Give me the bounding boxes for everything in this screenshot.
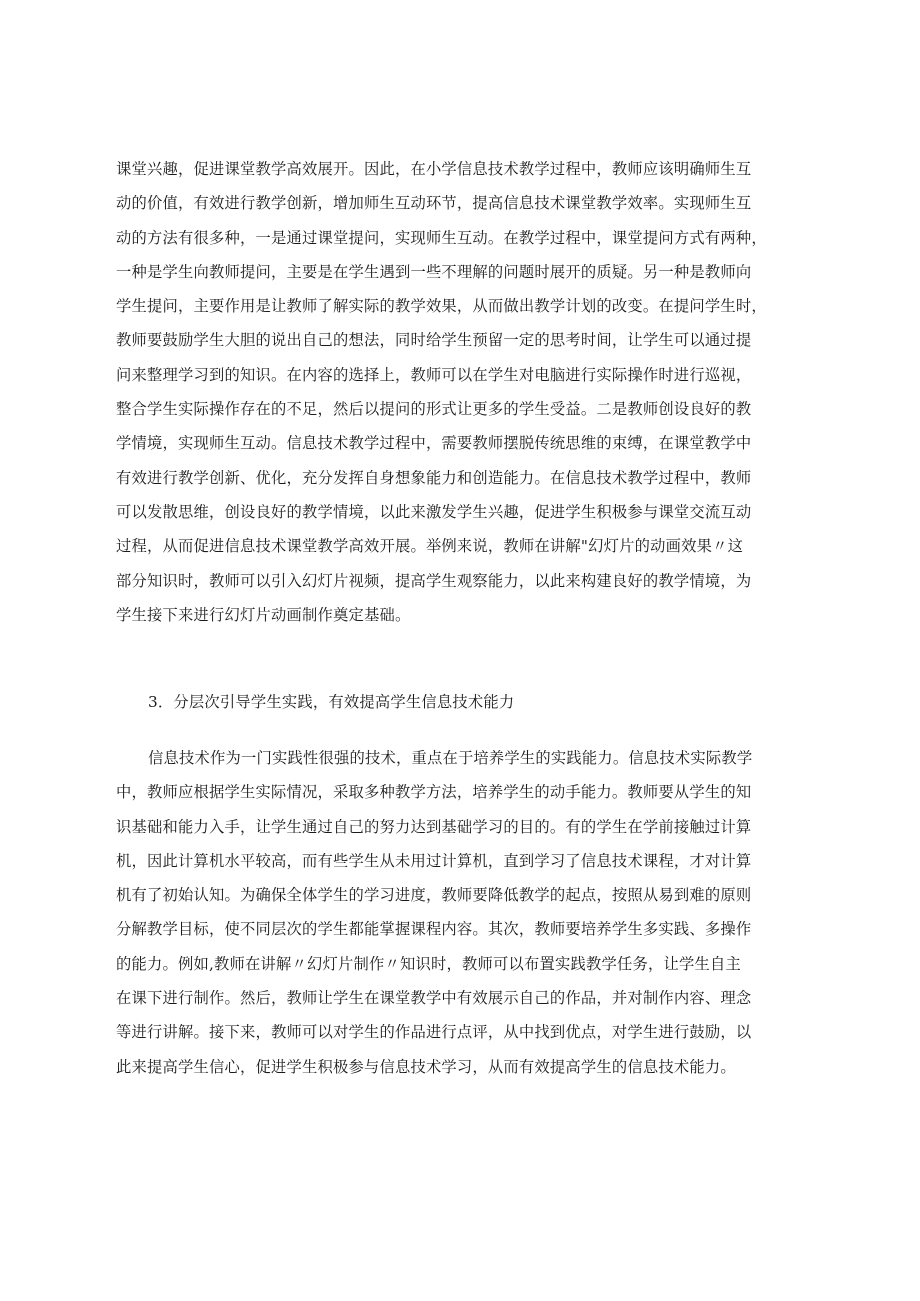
text-line: 识基础和能力入手，让学生通过自己的努力达到基础学习的目的。有的学生在学前接触过计算 bbox=[116, 817, 752, 836]
text-line: 有效进行教学创新、优化，充分发挥自身想象能力和创造能力。在信息技术教学过程中，教师 bbox=[116, 468, 752, 487]
paragraph-interaction bbox=[116, 152, 806, 632]
text-line: 学生提问，主要作用是让教师了解实际的教学效果，从而做出教学计划的改变。在提问学生时， bbox=[116, 297, 767, 316]
text-line: 信息技术作为一门实践性很强的技术，重点在于培养学生的实践能力。信息技术实际教学 bbox=[148, 749, 753, 767]
section-heading-text: 3．分层次引导学生实践，有效提高学生信息技术能力 bbox=[148, 693, 515, 711]
text-line: 整合学生实际操作存在的不足，然后以提问的形式让更多的学生受益。二是教师创设良好的教 bbox=[116, 400, 752, 419]
text-line: 动的方法有很多种，一是通过课堂提问，实现师生互动。在教学过程中，课堂提问方式有两种， bbox=[116, 228, 767, 247]
text-line: 可以发散思维，创设良好的教学情境，以此来激发学生兴趣，促进学生积极参与课堂交流互动 bbox=[116, 502, 752, 521]
text-line: 部分知识时，教师可以引入幻灯片视频，提高学生观察能力，以此来构建良好的教学情境，为 bbox=[116, 571, 752, 590]
text-line: 过程，从而促进信息技术课堂教学高效开展。举例来说，教师在讲解"幻灯片的动画效果〃这 bbox=[116, 537, 744, 556]
text-line: 学生接下来进行幻灯片动画制作奠定基础。 bbox=[116, 605, 411, 624]
paragraph-practice bbox=[116, 741, 806, 1084]
text-line: 中，教师应根据学生实际情况，采取多种教学方法，培养学生的动手能力。教师要从学生的知 bbox=[116, 783, 752, 802]
text-line: 在课下进行制作。然后，教师让学生在课堂教学中有效展示自己的作品，并对制作内容、理念 bbox=[116, 989, 752, 1008]
text-line: 学情境，实现师生互动。信息技术教学过程中，需要教师摆脱传统思维的束缚，在课堂教学中 bbox=[116, 434, 752, 453]
text-line: 一种是学生向教师提问，主要是在学生遇到一些不理解的问题时展开的质疑。另一种是教师向 bbox=[116, 262, 752, 281]
text-line: 此来提高学生信心，促进学生积极参与信息技术学习，从而有效提高学生的信息技术能力。 bbox=[116, 1057, 736, 1076]
text-line: 等进行讲解。接下来，教师可以对学生的作品进行点评，从中找到优点，对学生进行鼓励，以 bbox=[116, 1023, 752, 1042]
text-line: 机有了初始认知。为确保全体学生的学习进度，教师要降低教学的起点，按照从易到难的原则 bbox=[116, 886, 752, 905]
text-line: 动的价值，有效进行教学创新，增加师生互动环节，提高信息技术课堂教学效率。实现师生互 bbox=[116, 194, 752, 213]
section-heading bbox=[116, 685, 806, 719]
text-line: 的能力。例如,教师在讲解〃幻灯片制作〃知识时，教师可以布置实践教学任务，让学生自主 bbox=[116, 954, 741, 973]
text-line: 问来整理学习到的知识。在内容的选择上，教师可以在学生对电脑进行实际操作时进行巡视， bbox=[116, 365, 752, 384]
text-line: 课堂兴趣，促进课堂教学高效展开。因此，在小学信息技术教学过程中，教师应该明确师生互 bbox=[116, 160, 752, 178]
text-line: 分解教学目标，使不同层次的学生都能掌握课程内容。其次，教师要培养学生多实践、多操作 bbox=[116, 920, 752, 939]
text-line: 教师要鼓励学生大胆的说出自己的想法，同时给学生预留一定的思考时间，让学生可以通过提 bbox=[116, 331, 752, 350]
text-line: 机，因此计算机水平较高，而有些学生从未用过计算机，直到学习了信息技术课程，才对计算 bbox=[116, 851, 752, 870]
